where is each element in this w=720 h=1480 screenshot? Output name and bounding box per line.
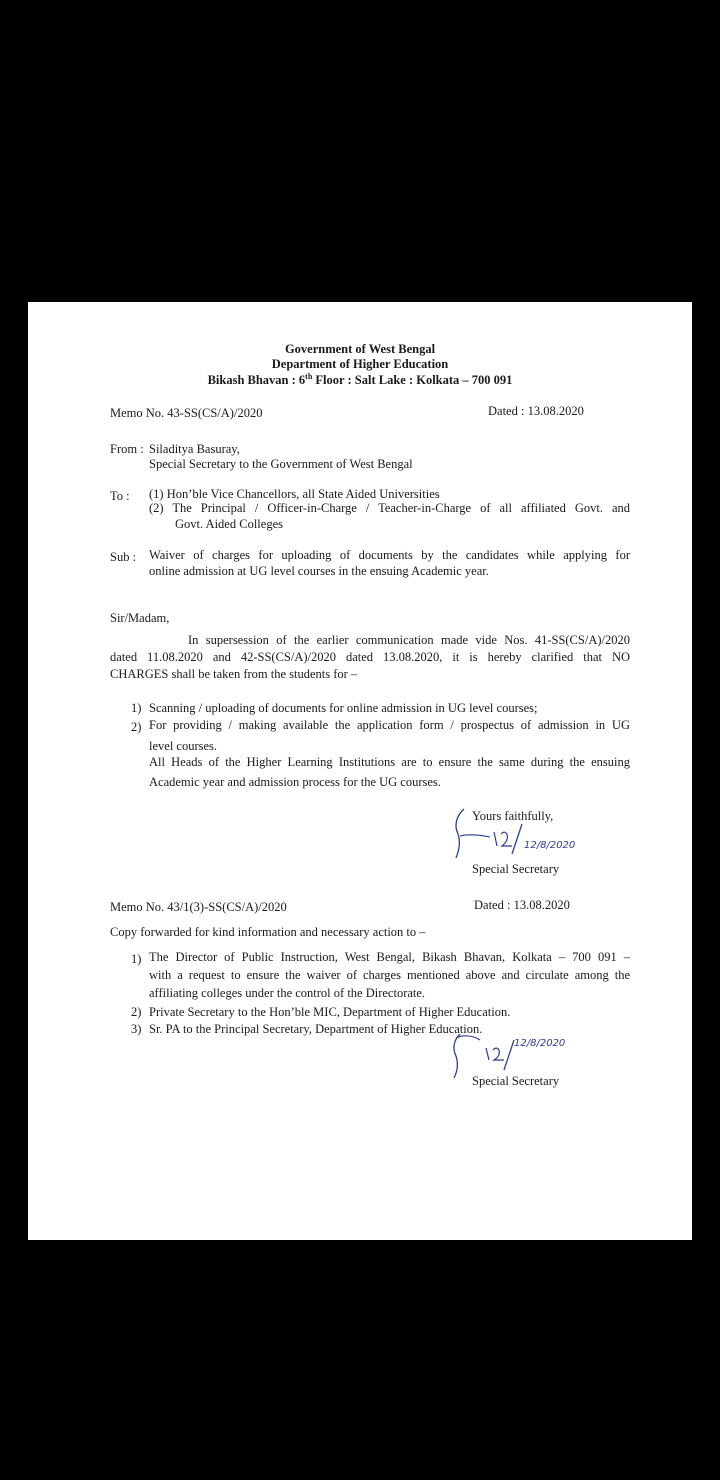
to-item-1: (1) Hon’ble Vice Chancellors, all State Aided Universities xyxy=(149,487,440,501)
item-1: Scanning / uploading of documents for online admission in UG level courses; xyxy=(149,701,538,715)
signoff-designation: Special Secretary xyxy=(472,862,560,876)
subject-line-2: online admission at UG level courses in the ensuing Academic year. xyxy=(149,564,489,578)
signoff-2-designation: Special Secretary xyxy=(472,1074,560,1088)
item-2-line-1: For providing / making available the application form / prospectus of admission in UG xyxy=(149,718,630,732)
header-address: Bikash Bhavan : 6th Floor : Salt Lake : Kolkata – 700 091 xyxy=(207,372,513,388)
to-label: To : xyxy=(110,489,130,503)
from-designation: Special Secretary to the Government of West Bengal xyxy=(149,457,413,471)
copy-number-2: 2) xyxy=(131,1005,142,1019)
header-government: Government of West Bengal xyxy=(284,342,436,356)
subject-label: Sub : xyxy=(110,550,137,564)
item-number-2: 2) xyxy=(131,720,142,734)
item-2-line-3: All Heads of the Higher Learning Institutions are to ensure the same during the ensuing xyxy=(149,755,630,769)
copy-intro: Copy forwarded for kind information and necessary action to – xyxy=(110,925,426,939)
memo-date-2: Dated : 13.08.2020 xyxy=(474,898,570,912)
copy-item-1-line-1: The Director of Public Instruction, West Bengal, Bikash Bhavan, Kolkata – 700 091 – xyxy=(149,950,630,964)
subject-line-1: Waiver of charges for uploading of documents by the candidates while applying for xyxy=(149,548,630,562)
header-department: Department of Higher Education xyxy=(271,357,449,371)
body-line-3: CHARGES shall be taken from the students for – xyxy=(110,667,358,681)
copy-number-1: 1) xyxy=(131,952,142,966)
item-2-line-2: level courses. xyxy=(149,739,218,753)
copy-item-1-line-3: affiliating colleges under the control of the Directorate. xyxy=(149,986,426,1000)
body-line-2: dated 11.08.2020 and 42-SS(CS/A)/2020 dated 13.08.2020, it is hereby clarified that NO xyxy=(110,650,630,664)
copy-item-1-line-2: with a request to ensure the waiver of charges mentioned above and circulate among the xyxy=(149,968,630,982)
from-name: Siladitya Basuray, xyxy=(149,442,240,456)
document-page xyxy=(28,302,692,1240)
copy-number-3: 3) xyxy=(131,1022,142,1036)
signature-date-1: 12/8/2020 xyxy=(524,840,576,851)
closing: Yours faithfully, xyxy=(472,809,554,823)
signature-date-2: 12/8/2020 xyxy=(514,1038,566,1049)
body-line-1: In supersession of the earlier communication made vide Nos. 41-SS(CS/A)/2020 xyxy=(188,633,630,647)
salutation: Sir/Madam, xyxy=(110,611,170,625)
item-2-line-4: Academic year and admission process for the UG courses. xyxy=(149,775,441,789)
item-number-1: 1) xyxy=(131,701,142,715)
to-item-2-cont: Govt. Aided Colleges xyxy=(175,517,283,531)
memo-number-2: Memo No. 43/1(3)-SS(CS/A)/2020 xyxy=(110,900,287,914)
copy-item-3: Sr. PA to the Principal Secretary, Department of Higher Education. xyxy=(149,1022,483,1036)
to-item-2: (2) The Principal / Officer-in-Charge / Teacher-in-Charge of all affiliated Govt. and xyxy=(149,501,630,515)
from-label: From : xyxy=(110,442,144,456)
memo-number: Memo No. 43-SS(CS/A)/2020 xyxy=(110,406,263,420)
copy-item-2: Private Secretary to the Hon’ble MIC, Department of Higher Education. xyxy=(149,1005,511,1019)
memo-date: Dated : 13.08.2020 xyxy=(488,404,584,418)
